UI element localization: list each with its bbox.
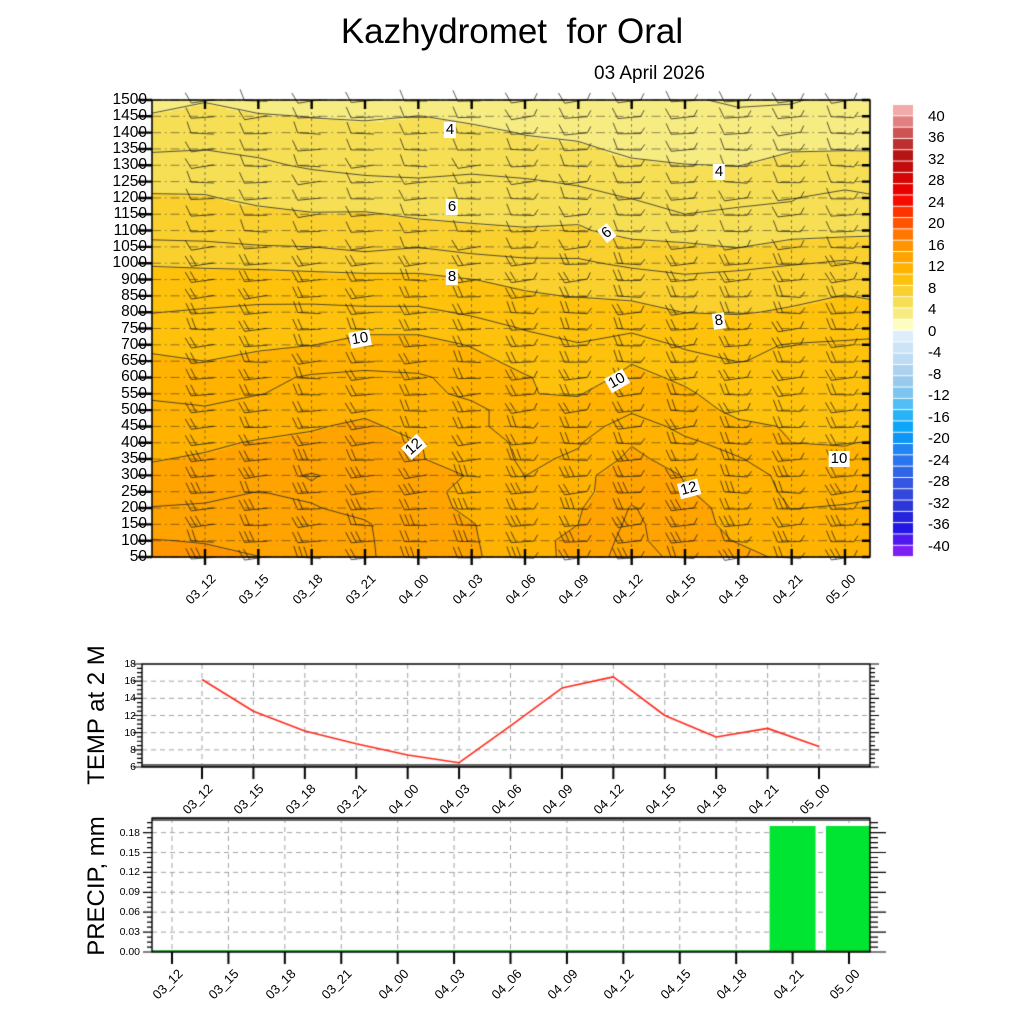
colorbar-tick-label: 28 <box>928 172 945 189</box>
y-tick-label: 50 <box>129 548 147 565</box>
contour-label: 12 <box>678 478 700 499</box>
precip-y-tick-label: 0.18 <box>119 826 140 839</box>
colorbar-tick-label: -8 <box>928 365 942 383</box>
colorbar-tick-label: 32 <box>928 150 945 168</box>
y-tick-label: 750 <box>121 319 147 337</box>
x-tick-label: 04_06 <box>502 571 539 608</box>
page-title: Kazhydromet for Oral <box>340 12 684 51</box>
precip-y-tick-label: 0.09 <box>119 886 140 899</box>
x-tick-label: 03_12 <box>149 966 186 1003</box>
precip-y-tick-label: 0.12 <box>119 866 140 879</box>
colorbar-tick-label: 24 <box>928 193 945 211</box>
y-tick-label: 850 <box>121 286 147 304</box>
x-tick-label: 04_03 <box>449 571 486 608</box>
temp-axis-title: TEMP at 2 M <box>83 645 110 785</box>
y-tick-label: 700 <box>121 335 147 353</box>
x-tick-label: 04_18 <box>693 781 730 818</box>
colorbar-tick-label: 20 <box>928 215 945 232</box>
temp-y-tick-label: 6 <box>130 761 136 773</box>
x-tick-label: 03_18 <box>282 781 319 818</box>
y-tick-label: 600 <box>121 368 147 386</box>
y-tick-label: 300 <box>121 466 147 484</box>
contour-label: 6 <box>598 223 616 242</box>
colorbar-tick-label: -20 <box>928 430 950 447</box>
y-tick-label: 250 <box>121 482 147 500</box>
y-tick-label: 400 <box>121 433 147 451</box>
x-tick-label: 03_15 <box>230 781 268 818</box>
contour-label: 4 <box>714 163 724 180</box>
x-tick-label: 04_06 <box>487 966 525 1003</box>
colorbar-tick-label: -24 <box>928 451 950 469</box>
y-tick-label: 150 <box>121 515 147 533</box>
x-tick-label: 04_00 <box>385 781 422 818</box>
y-tick-label: 1150 <box>113 205 147 223</box>
x-tick-label: 05_00 <box>826 966 863 1003</box>
x-tick-label: 04_18 <box>715 571 752 608</box>
x-tick-label: 04_00 <box>375 966 412 1003</box>
y-tick-label: 1300 <box>112 156 147 174</box>
x-tick-label: 05_00 <box>822 571 859 608</box>
colorbar-tick-label: 4 <box>928 301 937 318</box>
temp-y-tick-label: 16 <box>124 675 136 688</box>
x-tick-label: 03_18 <box>289 571 326 608</box>
y-tick-label: 1350 <box>112 139 147 157</box>
x-tick-label: 04_00 <box>395 571 432 608</box>
temp-y-tick-label: 10 <box>124 726 136 739</box>
x-tick-label: 04_03 <box>431 966 468 1003</box>
x-tick-label: 03_15 <box>235 571 272 608</box>
x-tick-label: 04_21 <box>745 781 782 818</box>
colorbar-tick-label: -40 <box>928 537 950 555</box>
y-tick-label: 500 <box>121 401 147 419</box>
contour-label: 12 <box>401 434 426 459</box>
x-tick-label: 04_21 <box>769 571 806 608</box>
x-tick-label: 03_21 <box>318 966 355 1003</box>
colorbar-tick-label: 8 <box>928 279 937 297</box>
y-tick-label: 550 <box>121 384 147 402</box>
temp-y-tick-label: 8 <box>130 743 136 756</box>
colorbar-tick-label: -36 <box>928 516 950 533</box>
x-tick-label: 03_12 <box>179 781 216 818</box>
x-tick-label: 03_21 <box>342 571 379 608</box>
x-tick-label: 04_12 <box>600 966 637 1003</box>
colorbar-tick-label: 40 <box>928 107 945 125</box>
colorbar-tick-label: -12 <box>928 387 950 404</box>
x-tick-label: 03_15 <box>205 966 243 1003</box>
colorbar-tick-label: 0 <box>928 322 937 340</box>
colorbar-tick-label: -4 <box>928 344 942 361</box>
y-tick-label: 1050 <box>112 237 147 255</box>
colorbar-tick-label: -32 <box>928 494 950 512</box>
contour-label: 10 <box>830 450 848 467</box>
y-tick-label: 1000 <box>112 254 147 272</box>
x-tick-label: 04_12 <box>590 781 627 818</box>
contour-label: 8 <box>447 268 457 285</box>
contour-label: 4 <box>445 121 455 138</box>
colorbar-tick-label: 36 <box>928 129 945 146</box>
contour-label: 6 <box>447 198 457 215</box>
x-tick-label: 04_21 <box>770 966 807 1003</box>
y-tick-label: 1250 <box>112 172 147 190</box>
x-tick-label: 03_12 <box>182 571 219 608</box>
x-tick-label: 03_21 <box>333 781 370 818</box>
x-tick-label: 05_00 <box>796 781 833 818</box>
y-tick-label: 800 <box>121 303 147 321</box>
colorbar-tick-label: -16 <box>928 408 950 426</box>
y-tick-label: 450 <box>121 417 147 435</box>
page-subtitle: 03 April 2026 <box>594 63 705 84</box>
y-tick-label: 200 <box>121 499 147 517</box>
colorbar-tick-label: 12 <box>928 258 945 275</box>
x-tick-label: 04_15 <box>657 966 694 1003</box>
y-tick-label: 1500 <box>112 91 147 108</box>
contour-label: 10 <box>605 369 629 393</box>
temp-y-tick-label: 14 <box>124 692 136 705</box>
x-tick-label: 04_18 <box>713 966 750 1003</box>
x-tick-label: 03_18 <box>262 966 299 1003</box>
x-tick-label: 04_12 <box>609 571 646 608</box>
y-tick-label: 1400 <box>112 123 147 141</box>
y-tick-label: 1450 <box>112 107 147 125</box>
y-tick-label: 350 <box>121 450 147 468</box>
x-tick-label: 04_09 <box>539 781 576 818</box>
precip-axis-title: PRECIP, mm <box>83 816 110 956</box>
y-tick-label: 1100 <box>113 221 147 239</box>
x-tick-label: 04_03 <box>436 781 473 818</box>
x-tick-label: 04_15 <box>662 571 699 608</box>
precip-y-tick-label: 0.06 <box>119 906 140 919</box>
x-tick-label: 04_09 <box>555 571 592 608</box>
y-tick-label: 650 <box>121 352 147 370</box>
x-tick-label: 04_09 <box>544 966 581 1003</box>
x-tick-label: 04_06 <box>487 781 525 818</box>
colorbar-tick-label: -28 <box>928 473 950 490</box>
colorbar-tick-label: 16 <box>928 236 945 254</box>
contour-label: 8 <box>713 311 725 330</box>
y-tick-label: 900 <box>121 270 147 288</box>
x-tick-label: 04_15 <box>642 781 679 818</box>
contour-label: 10 <box>350 328 370 349</box>
temp-y-tick-label: 12 <box>124 709 136 722</box>
precip-y-tick-label: 0.00 <box>119 946 140 958</box>
precip-y-tick-label: 0.15 <box>119 846 140 859</box>
temp-y-tick-label: 18 <box>124 658 136 670</box>
y-tick-label: 1200 <box>112 188 147 206</box>
precip-y-tick-label: 0.03 <box>119 926 140 939</box>
y-tick-label: 100 <box>121 531 147 549</box>
